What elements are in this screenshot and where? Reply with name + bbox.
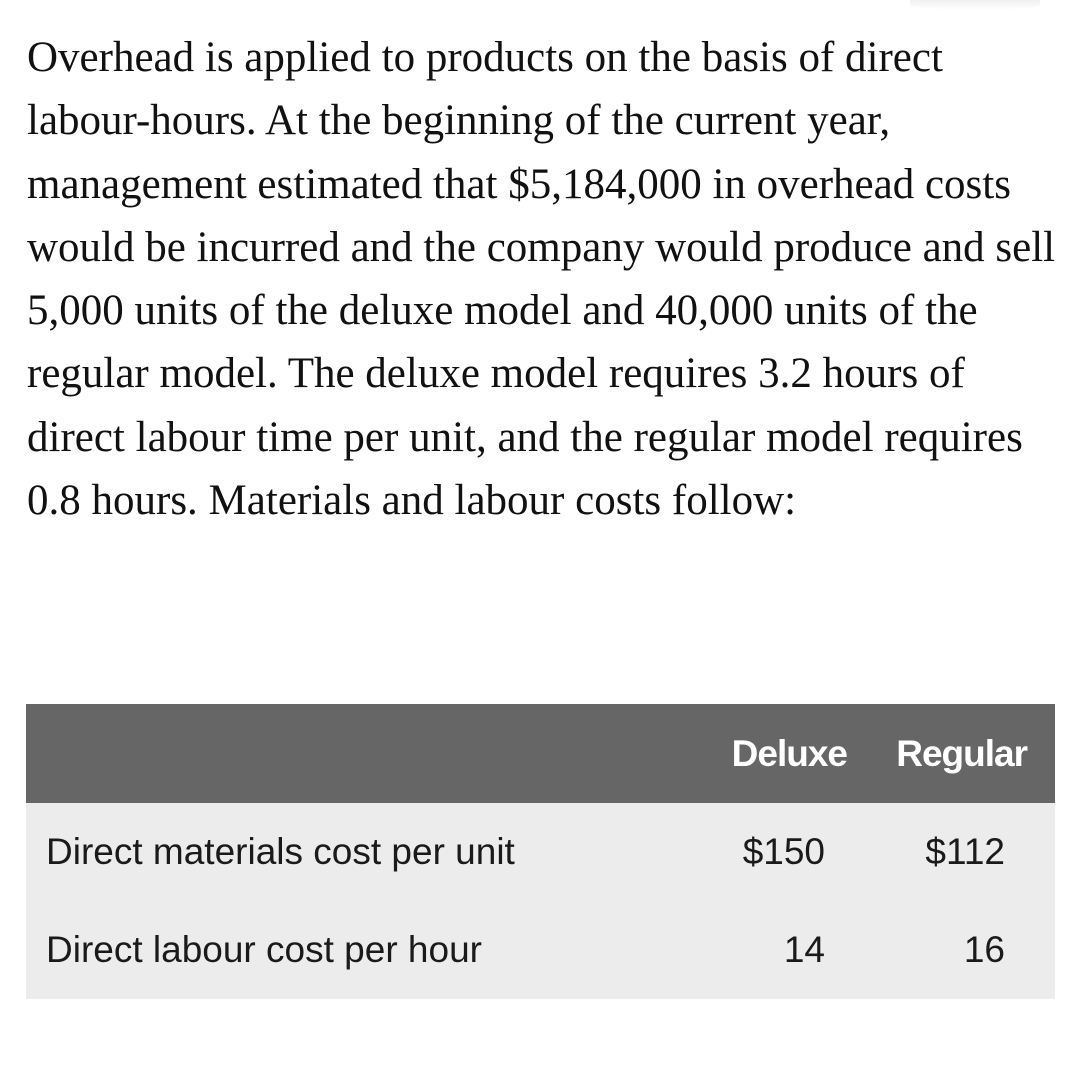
problem-statement: Overhead is applied to products on the basis of direct labour-hours. At the beginning of the current year, management estimated that $5,184,000 in overhead costs would be incurred and the company would produce and sell 5,000 units of the deluxe model and 40,000 units of the regular model. The deluxe model requires 3.2 hours of direct labour time per unit, and the regular model requires 0.8 hours. Materials and labour costs follow:: [27, 34, 1056, 525]
table-row: [26, 803, 1055, 901]
table-row: [26, 901, 1055, 999]
header-regular: Regular: [875, 704, 1055, 803]
top-edge-shadow: [910, 0, 1040, 10]
row-label-direct-labour: Direct labour cost per hour: [26, 901, 681, 999]
table-header: [26, 704, 1055, 803]
regular-labour-value: 16: [875, 901, 1055, 999]
cost-table: [26, 704, 1055, 999]
row-label-direct-materials: Direct materials cost per unit: [26, 803, 681, 901]
header-deluxe: Deluxe: [681, 704, 875, 803]
deluxe-labour-value: 14: [681, 901, 875, 999]
header-blank-cell: [26, 704, 681, 803]
deluxe-materials-value: $150: [681, 803, 875, 901]
table-header-row: [26, 704, 1055, 803]
regular-materials-value: $112: [875, 803, 1055, 901]
table-body: [26, 803, 1055, 999]
